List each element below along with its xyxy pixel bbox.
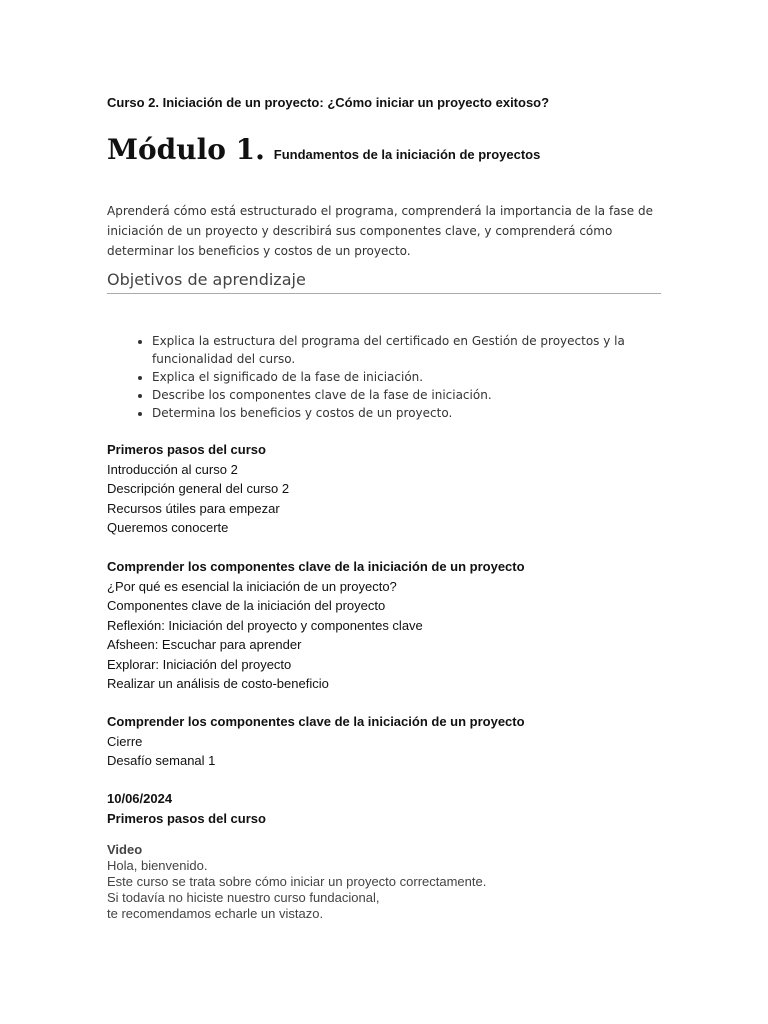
- section-item: ¿Por qué es esencial la iniciación de un proyecto?: [107, 578, 397, 594]
- section-key-components: [107, 557, 525, 694]
- objective-item: • Explica el significado de la fase de iniciación.: [152, 368, 652, 386]
- video-transcript: [107, 842, 486, 922]
- transcript-line: Hola, bienvenido.: [107, 858, 208, 873]
- section-item: Queremos conocerte: [107, 520, 229, 535]
- video-label: Video: [107, 842, 143, 857]
- module-subtitle: Fundamentos de la iniciación de proyectos: [273, 147, 541, 162]
- section-title: Primeros pasos del curso: [107, 810, 266, 826]
- section-item: Recursos útiles para empezar: [107, 500, 280, 516]
- objective-item: • Describe los componentes clave de la fase de iniciación.: [152, 386, 652, 404]
- transcript-line: Este curso se trata sobre cómo iniciar un proyecto correctamente.: [107, 874, 487, 889]
- section-item: Descripción general del curso 2: [107, 481, 290, 496]
- section-getting-started: [107, 440, 289, 538]
- section-item: Reflexión: Iniciación del proyecto y componentes clave: [107, 617, 423, 633]
- module-number: Módulo 1.: [107, 133, 265, 166]
- section-item: Explorar: Iniciación del proyecto: [107, 656, 292, 672]
- transcript-line: Si todavía no hiciste nuestro curso fundacional,: [107, 890, 380, 905]
- section-item: Componentes clave de la iniciación del proyecto: [107, 598, 386, 613]
- section-title: Comprender los componentes clave de la iniciación de un proyecto: [107, 714, 525, 729]
- date-label: 10/06/2024: [107, 791, 173, 806]
- objective-item: • Determina los beneficios y costos de un proyecto.: [152, 404, 652, 422]
- section-item: Realizar un análisis de costo-beneficio: [107, 676, 329, 691]
- module-heading: [107, 130, 540, 167]
- objectives-heading: Objetivos de aprendizaje: [107, 270, 661, 294]
- course-title: Curso 2. Iniciación de un proyecto: ¿Cómo iniciar un proyecto exitoso?: [107, 95, 550, 110]
- section-closing: [107, 712, 525, 771]
- transcript-line: te recomendamos echarle un vistazo.: [107, 906, 324, 921]
- section-dated: [107, 789, 266, 828]
- section-title: Comprender los componentes clave de la iniciación de un proyecto: [107, 559, 525, 574]
- section-item: Introducción al curso 2: [107, 461, 238, 477]
- section-title: Primeros pasos del curso: [107, 442, 266, 457]
- module-intro: Aprenderá cómo está estructurado el programa, comprenderá la importancia de la fase de iniciación de un proyecto y describirá sus componentes clave, y comprenderá cómo determinar los beneficios y costos de un proyecto.: [107, 204, 653, 258]
- section-item: Cierre: [107, 733, 143, 749]
- objective-item: • Explica la estructura del programa del certificado en Gestión de proyectos y la funcionalidad del curso.: [152, 332, 652, 368]
- objectives-list: [130, 332, 652, 422]
- section-item: Afsheen: Escuchar para aprender: [107, 637, 302, 652]
- section-item: Desafío semanal 1: [107, 753, 216, 768]
